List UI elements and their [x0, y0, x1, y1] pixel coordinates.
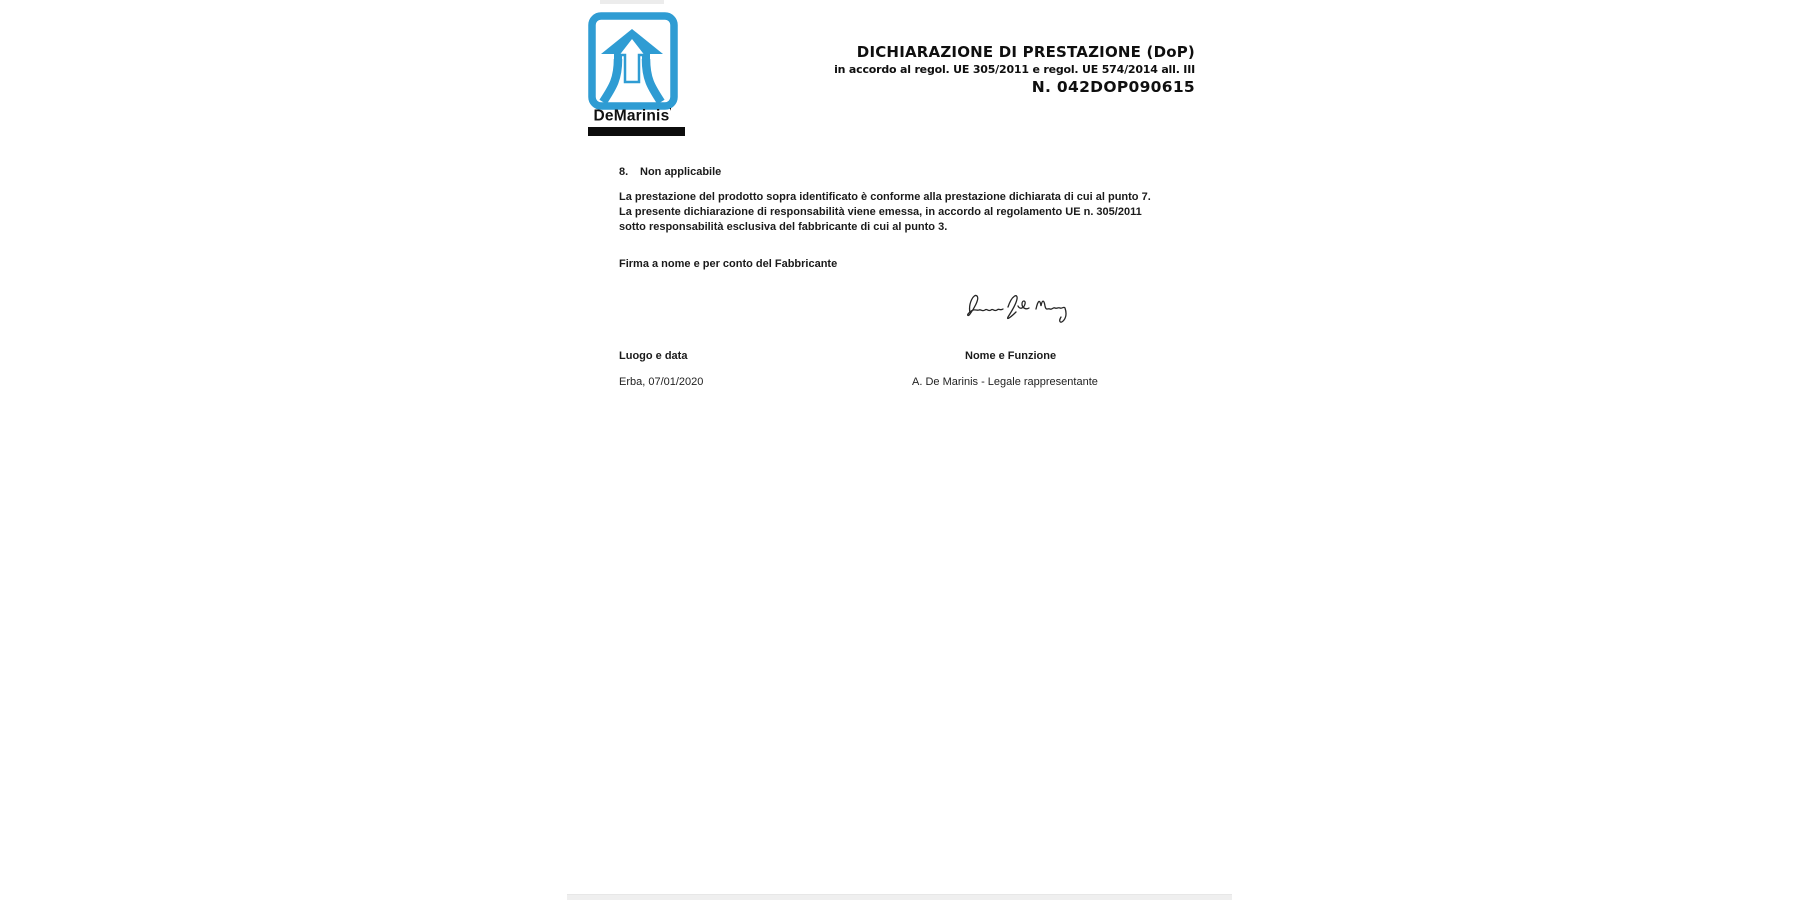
page-bottom-edge	[567, 894, 1232, 900]
place-date-label: Luogo e data	[619, 350, 688, 362]
declaration-paragraph	[619, 190, 1151, 235]
paragraph-line: sotto responsabilità esclusiva del fabbricante di cui al punto 3.	[619, 221, 948, 233]
place-date-value: Erba, 07/01/2020	[619, 376, 704, 388]
demarinis-logo	[588, 12, 686, 138]
brand-wordmark	[588, 107, 677, 125]
brand-trademark: ’	[669, 107, 672, 116]
document-number: N. 042DOP090615	[1031, 78, 1195, 96]
signature-image	[962, 286, 1077, 326]
title-block	[834, 43, 1195, 98]
brand-underline-bar	[588, 127, 685, 136]
handwritten-signature-icon	[962, 286, 1077, 326]
section-8-number: 8.	[619, 166, 629, 178]
demarinis-house-arrow-icon	[588, 12, 680, 110]
section-8	[619, 166, 721, 178]
section-8-text: Non applicabile	[640, 166, 722, 178]
paragraph-line: La prestazione del prodotto sopra identificato è conforme alla prestazione dichiarata di cui al punto 7.	[619, 191, 1151, 203]
brand-name: DeMarinis	[593, 107, 670, 125]
name-function-value: A. De Marinis - Legale rappresentante	[912, 376, 1098, 388]
paragraph-line: La presente dichiarazione di responsabilità viene emessa, in accordo al regolamento UE n. 305/2011	[619, 206, 1142, 218]
name-function-label: Nome e Funzione	[965, 350, 1057, 362]
scan-artifact	[600, 0, 664, 4]
signature-caption: Firma a nome e per conto del Fabbricante	[619, 258, 838, 270]
document-subtitle: in accordo al regol. UE 305/2011 e regol. UE 574/2014 all. III	[834, 63, 1195, 76]
document-title: DICHIARAZIONE DI PRESTAZIONE (DoP)	[856, 43, 1195, 61]
document-page	[567, 0, 1232, 900]
